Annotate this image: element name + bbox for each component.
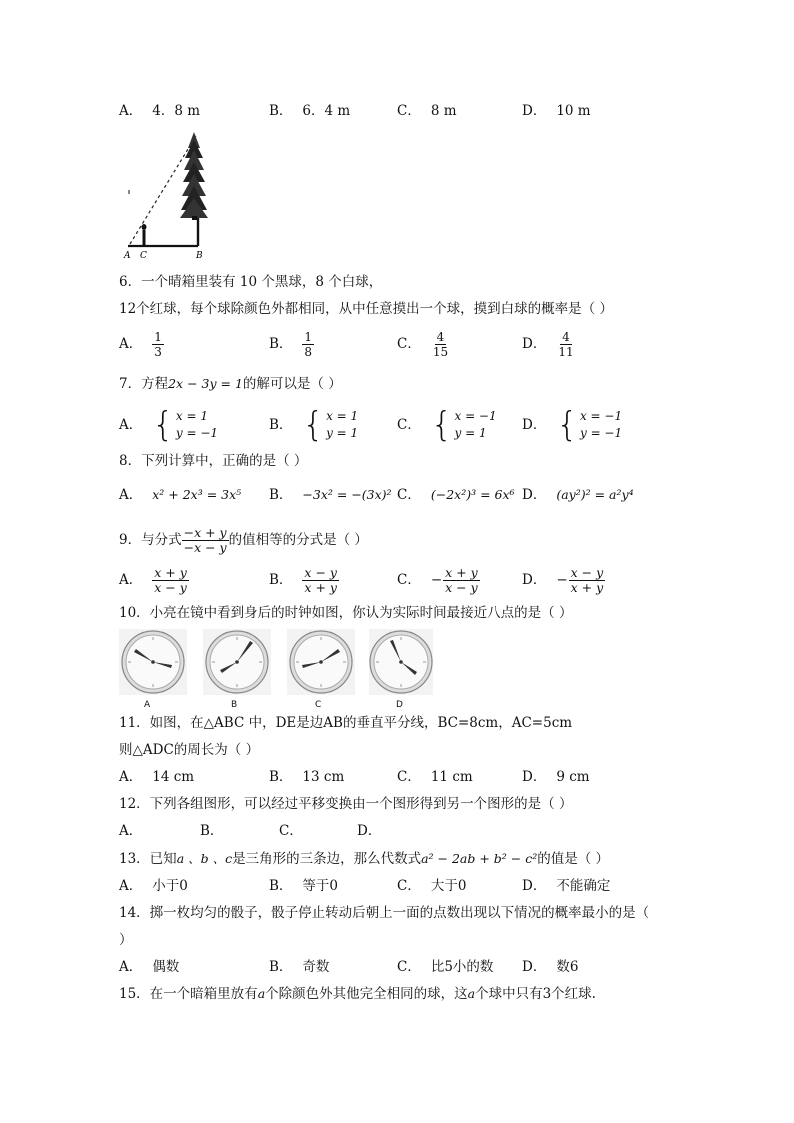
q12-option-c[interactable]: C．: [279, 823, 303, 839]
q12-option-d[interactable]: D．: [357, 823, 382, 839]
q9-option-b[interactable]: B． $\frac{x - y}{x + y}$: [269, 565, 337, 595]
q7-option-c[interactable]: C． { x = −1 y = 1: [397, 405, 497, 445]
q8-option-b[interactable]: B． −3x² = −(3x)²: [269, 487, 392, 503]
q14-option-b[interactable]: B． 奇数: [269, 959, 330, 975]
q6-option-c[interactable]: C． $\frac{4}{15}$: [397, 330, 449, 359]
q14-option-a[interactable]: A． 偶数: [119, 959, 180, 975]
q5-option-c[interactable]: C． 8 m: [397, 103, 457, 119]
q15-stem: 15．在一个暗箱里放有a个除颜色外其他完全相同的球，这a个球中只有3个红球.: [119, 986, 596, 1002]
q6-stem-line2: 12个红球，每个球除颜色外都相同，从中任意摸出一个球，摸到白球的概率是（ ）: [119, 301, 613, 317]
q5-tree-figure: [118, 126, 218, 264]
q8-option-a[interactable]: A． x² + 2x³ = 3x⁵: [119, 487, 242, 503]
q8-option-c[interactable]: C． (−2x²)³ = 6x⁶: [397, 487, 515, 503]
q6-option-b[interactable]: B． $\frac{1}{8}$: [269, 330, 313, 359]
q5-option-d[interactable]: D． 10 m: [522, 103, 591, 119]
q13-option-b[interactable]: B． 等于0: [269, 878, 339, 894]
brace-icon: {: [152, 405, 174, 445]
q12-option-a[interactable]: A．: [119, 823, 143, 839]
q13-option-c[interactable]: C． 大于0: [397, 878, 467, 894]
clock-label-b: B: [231, 700, 238, 710]
q14-stem-line2: ）: [119, 932, 133, 948]
q5-option-b[interactable]: B． 6．4 m: [269, 103, 351, 119]
label-a: A: [124, 251, 131, 261]
clock-a[interactable]: [118, 628, 188, 696]
q8-option-d[interactable]: D． (ay²)² = a²y⁴: [522, 487, 634, 503]
q13-option-d[interactable]: D． 不能确定: [522, 878, 611, 894]
q7-option-d[interactable]: D． { x = −1 y = −1: [522, 405, 623, 445]
q14-option-c[interactable]: C． 比5小的数: [397, 959, 494, 975]
q10-stem: 10．小亮在镜中看到身后的时钟如图，你认为实际时间最接近八点的是（ ）: [119, 605, 573, 621]
q12-stem: 12．下列各组图形，可以经过平移变换由一个图形得到另一个图形的是（ ）: [119, 796, 573, 812]
clock-b[interactable]: [202, 628, 272, 696]
q11-option-a[interactable]: A． 14 cm: [119, 769, 195, 785]
q13-option-a[interactable]: A． 小于0: [119, 878, 188, 894]
q6-stem-line1: 6．一个晴箱里装有 10 个黑球，8 个白球，: [119, 274, 383, 290]
q14-stem-line1: 14．掷一枚均匀的骰子，骰子停止转动后朝上一面的点数出现以下情况的概率最小的是（: [119, 905, 650, 921]
q6-option-d[interactable]: D． $\frac{4}{11}$: [522, 330, 574, 359]
q14-option-d[interactable]: D． 数6: [522, 959, 579, 975]
q9-option-a[interactable]: A． $\frac{x + y}{x - y}$: [119, 565, 187, 595]
q11-stem-line1: 11．如图，在△ABC 中，DE是边AB的垂直平分线，BC=8cm，AC=5cm: [119, 715, 573, 731]
clock-c[interactable]: [286, 628, 356, 696]
q9-stem: 9．与分式 $\frac{-x + y}{-x - y}$ 的值相等的分式是（ ）: [119, 525, 368, 555]
brace-icon: {: [556, 405, 578, 445]
q5-option-a[interactable]: A． 4．8 m: [119, 103, 201, 119]
q12-option-b[interactable]: B．: [200, 823, 224, 839]
q11-option-b[interactable]: B． 13 cm: [269, 769, 345, 785]
label-b: B: [196, 251, 203, 261]
q11-stem-line2: 则△ADC的周长为（ ）: [119, 742, 260, 758]
label-c: C: [140, 251, 147, 261]
q11-option-c[interactable]: C． 11 cm: [397, 769, 473, 785]
q7-option-a[interactable]: A． { x = 1 y = −1: [119, 405, 219, 445]
brace-icon: {: [430, 405, 453, 445]
q9-option-d[interactable]: D． − $\frac{x - y}{x + y}$: [522, 565, 604, 595]
q13-stem: 13．已知a 、b 、c是三角形的三条边，那么代数式a² − 2ab + b² − c²的值是（ ）: [119, 851, 610, 867]
q9-option-c[interactable]: C． − $\frac{x + y}{x - y}$: [397, 565, 478, 595]
clock-d[interactable]: [368, 628, 434, 696]
q11-option-d[interactable]: D． 9 cm: [522, 769, 590, 785]
clock-label-a: A: [144, 700, 151, 710]
clock-label-c: C: [315, 700, 322, 710]
q6-option-a[interactable]: A． $\frac{1}{3}$: [119, 330, 162, 359]
clock-label-d: D: [396, 700, 403, 710]
brace-icon: {: [302, 405, 325, 445]
q7-stem: 7．方程2x − 3y = 1的解可以是（ ）: [119, 376, 342, 392]
q8-stem: 8．下列计算中，正确的是（ ）: [119, 453, 308, 469]
q7-option-b[interactable]: B． { x = 1 y = 1: [269, 405, 359, 445]
